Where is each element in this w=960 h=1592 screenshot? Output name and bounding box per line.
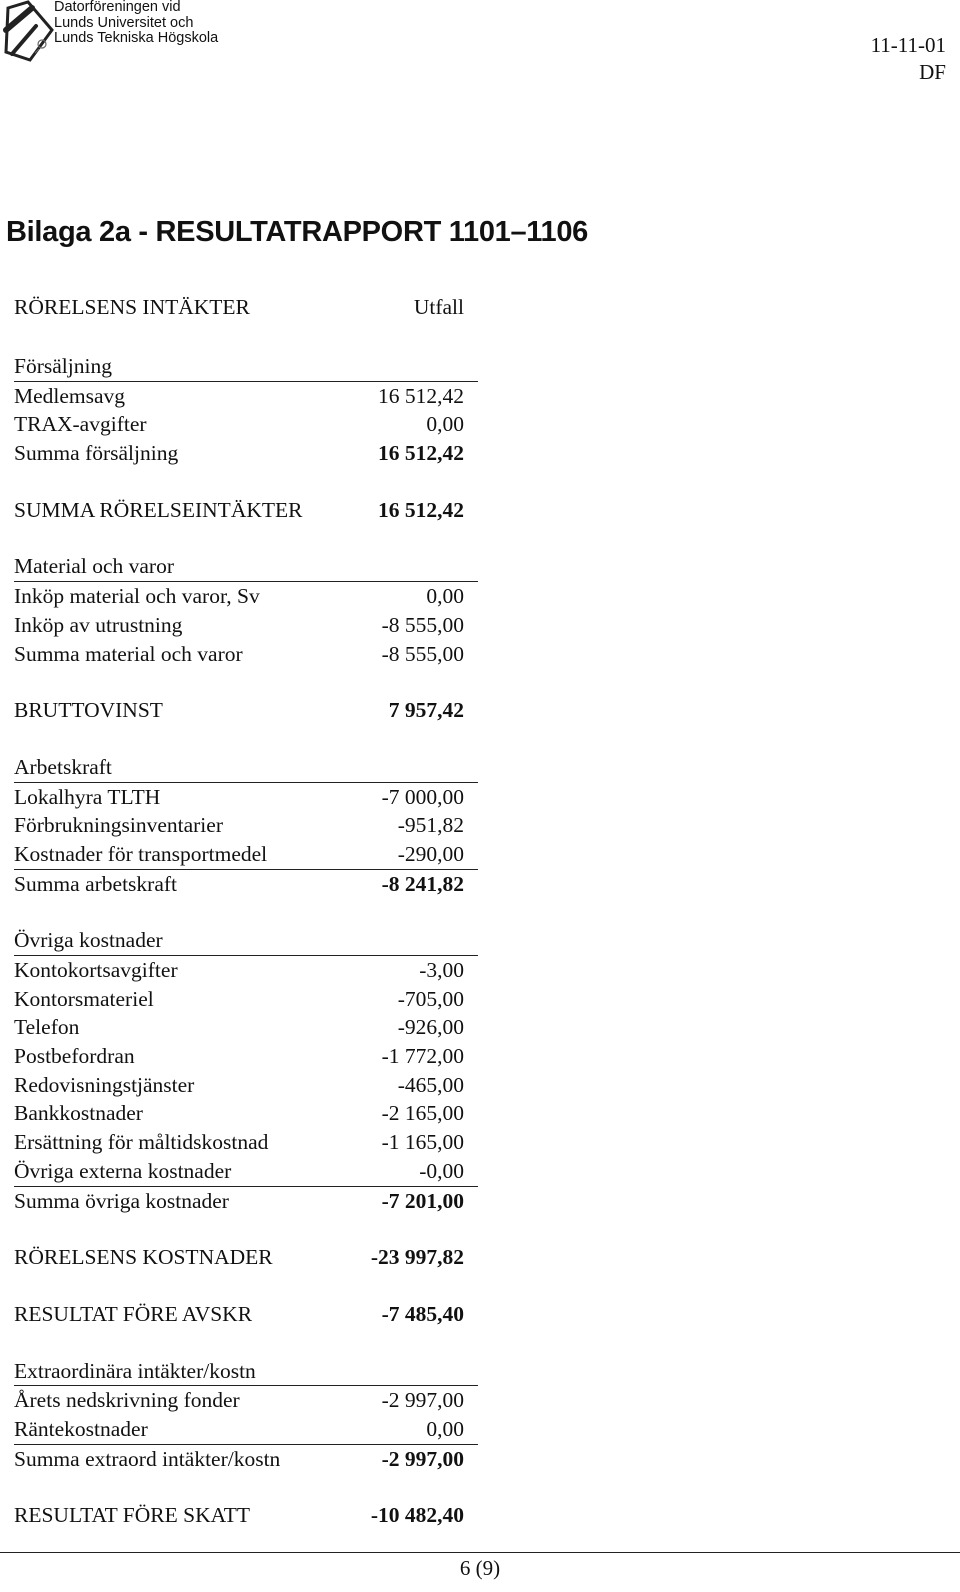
row-value: -8 555,00 [381,612,464,637]
row-label: Summa arbetskraft [14,871,177,896]
row-label: Räntekostnader [14,1416,148,1441]
report-row [14,1501,478,1530]
report-row [14,985,478,1014]
spacer [14,1215,478,1243]
row-label: Kontokortsavgifter [14,958,178,982]
row-value: -705,00 [397,986,464,1011]
report-row [14,1157,478,1187]
row-label: Medlemsavg [14,383,126,408]
df-logo-icon [2,0,56,66]
row-value: -2 997,00 [381,1388,464,1413]
organization-name [54,0,218,47]
row-value: -23 997,82 [370,1245,464,1270]
row-value: -7 201,00 [381,1188,464,1213]
report-row [14,1415,478,1445]
report-group-heading [14,552,478,582]
report-column-header [14,290,478,324]
report-row [14,840,478,870]
section-label: RÖRELSENS INTÄKTER [14,295,250,319]
row-label: RÖRELSENS KOSTNADER [14,1245,273,1270]
row-value: -290,00 [397,841,464,866]
row-label: Summa extraord intäkter/kostn [14,1446,281,1471]
row-label: Summa övriga kostnader [14,1188,229,1213]
row-value: -10 482,40 [370,1503,464,1528]
report-row [14,582,478,611]
report-row [14,382,478,411]
spacer [14,468,478,496]
income-statement [14,290,478,1530]
spacer [14,1329,478,1357]
row-label: Summa försäljning [14,441,179,466]
row-label: Arbetskraft [14,754,112,779]
row-label: Extraordinära intäkter/kostn [14,1358,256,1383]
org-line-1: Datorföreningen vid [54,0,181,15]
report-row [14,696,478,725]
page-number: 6 (9) [459,1556,501,1580]
report-row [14,956,478,985]
row-label: Ersättning för måltidskostnad [14,1130,269,1155]
spacer [14,668,478,696]
report-group-heading [14,926,478,956]
row-value: 0,00 [426,1416,464,1441]
organization-logo [2,0,252,70]
report-group-heading [14,753,478,783]
author-initials: DF [919,60,946,84]
report-row [14,1445,478,1474]
row-label: Redovisningstjänster [14,1072,195,1097]
row-value: 7 957,42 [388,698,464,723]
row-label: Försäljning [14,354,112,378]
report-row [14,1099,478,1128]
row-label: TRAX-avgifter [14,412,147,437]
spacer [14,725,478,753]
row-label: Lokalhyra TLTH [14,784,161,809]
report-group-heading [14,1357,478,1387]
row-value: -926,00 [397,1015,464,1040]
report-row [14,1042,478,1071]
report-row [14,1071,478,1100]
report-row [14,1187,478,1216]
row-label: Telefon [14,1015,80,1040]
row-value: -8 241,82 [381,871,464,896]
row-label: Inköp av utrustning [14,612,183,637]
row-label: RESULTAT FÖRE SKATT [14,1503,251,1528]
row-label: RESULTAT FÖRE AVSKR [14,1301,253,1326]
spacer [14,1473,478,1501]
org-line-2: Lunds Universitet och [54,14,194,31]
report-row [14,410,478,439]
report-row [14,811,478,840]
report-row [14,640,478,669]
report-row [14,611,478,640]
header-meta [871,32,946,86]
report-row [14,496,478,525]
footer-divider [0,1552,960,1553]
spacer [14,1272,478,1300]
row-value: 16 512,42 [378,497,464,522]
row-label: SUMMA RÖRELSEINTÄKTER [14,497,303,522]
row-value: 16 512,42 [378,383,464,408]
row-label: Årets nedskrivning fonder [14,1388,240,1413]
row-value: -465,00 [397,1072,464,1097]
row-label: Förbrukningsinventarier [14,813,223,838]
row-value: -0,00 [419,1158,464,1183]
report-row [14,1013,478,1042]
row-value: -7 000,00 [381,784,464,809]
report-row [14,1243,478,1272]
page-title: Bilaga 2a - RESULTATRAPPORT 1101–1106 [6,216,589,248]
row-label: Övriga kostnader [14,928,163,953]
row-label: Bankkostnader [14,1101,143,1126]
row-value: -951,82 [397,813,464,838]
report-row [14,870,478,899]
row-value: -8 555,00 [381,641,464,666]
report-row [14,1128,478,1157]
row-value: -7 485,40 [381,1301,464,1326]
row-value: 0,00 [426,412,464,437]
row-label: Summa material och varor [14,641,243,666]
report-row [14,1386,478,1415]
report-row [14,783,478,812]
row-value: -1 772,00 [381,1044,464,1069]
spacer [14,324,478,352]
column-label-utfall: Utfall [413,295,464,319]
row-value: -2 165,00 [381,1101,464,1126]
row-value: -1 165,00 [381,1130,464,1155]
row-value: 16 512,42 [378,441,464,466]
org-line-3: Lunds Tekniska Högskola [54,30,219,46]
row-label: Material och varor [14,554,174,579]
row-label: Postbefordran [14,1044,135,1069]
document-date: 11-11-01 [870,33,946,57]
row-value: -2 997,00 [381,1446,464,1471]
spacer [14,524,478,552]
row-value: 0,00 [426,584,464,609]
spacer [14,898,478,926]
report-group-heading [14,352,478,382]
report-row [14,1300,478,1329]
row-value: -3,00 [419,958,464,982]
row-label: BRUTTOVINST [14,698,163,723]
report-row [14,439,478,468]
row-label: Kostnader för transportmedel [14,841,268,866]
row-label: Kontorsmateriel [14,986,154,1011]
row-label: Övriga externa kostnader [14,1158,232,1183]
row-label: Inköp material och varor, Sv [14,584,260,609]
